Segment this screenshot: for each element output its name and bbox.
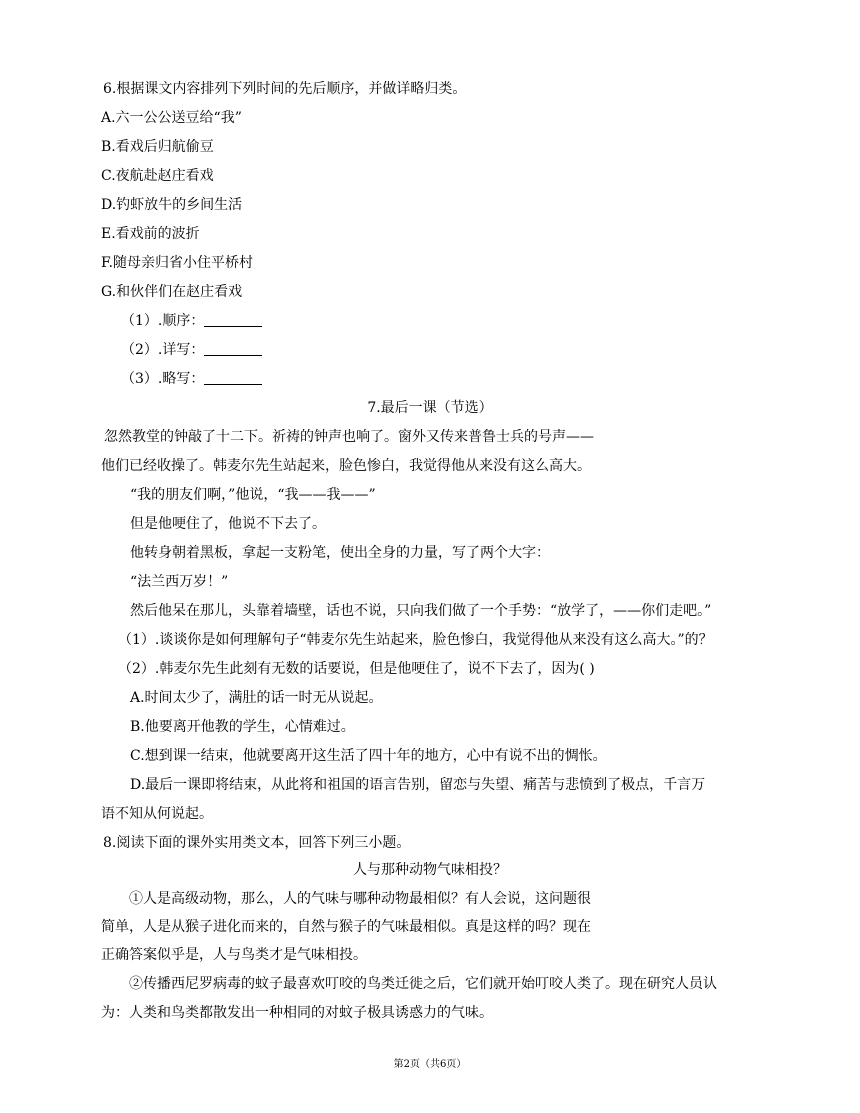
page-footer: 第2页（共6页） [393,1059,467,1070]
q7-title: 7.最后一课（节选） [367,400,493,416]
q6-option-b: B.看戏后归航偷豆 [101,139,214,155]
q8-title: 8.阅读下面的课外实用类文本，回答下列三小题。 [103,835,411,851]
q6-option-g: G.和伙伴们在赵庄看戏 [101,284,243,300]
q7-choice-c: C.想到课一结束，他就要离开这生活了四十年的地方，心中有说不出的惆怅。 [130,748,607,764]
q6-sub-order [121,312,262,330]
q7-passage-line: 他转身朝着黑板，拿起一支粉笔，使出全身的力量，写了两个大字： [130,545,550,561]
q7-passage-line: “法兰西万岁！” [130,574,229,590]
q7-choice-d-cont: 语不知从何说起。 [101,806,213,822]
q6-option-a: A.六一公公送豆给“我” [101,110,242,126]
q7-question-1: （1）.谈谈你是如何理解句子“韩麦尔先生站起来，脸色惨白，我觉得他从来没有这么高大。”的？ [118,632,713,648]
q8-passage-line: 简单，人是从猴子进化而来的，自然与猴子的气味最相似。真是这样的吗？现在 [101,919,591,935]
q7-passage-line: 他们已经收操了。韩麦尔先生站起来，脸色惨白，我觉得他从来没有这么高大。 [101,458,591,474]
q8-passage-line: 为：人类和鸟类都散发出一种相同的对蚊子极具诱惑力的气味。 [101,1005,493,1021]
q8-passage-line: ②传播西尼罗病毒的蚊子最喜欢叮咬的鸟类迁徙之后，它们就开始叮咬人类了。现在研究人员认 [129,976,717,992]
q6-option-e: E.看戏前的波折 [101,226,200,242]
q6-sub-detail-label: （2）.详写： [121,342,205,358]
q8-passage-line: ①人是高级动物，那么，人的气味与哪种动物最相似？有人会说，这问题很 [129,891,591,907]
q7-question-2: （2）.韩麦尔先生此刻有无数的话要说，但是他哽住了，说不下去了，因为( ) [118,661,595,677]
q8-passage-line: 正确答案似乎是，人与鸟类才是气味相投。 [101,947,367,963]
q6-sub-detail [121,341,262,359]
q8-article-title: 人与那种动物气味相投？ [353,862,507,878]
q6-option-c: C.夜航赴赵庄看戏 [101,168,214,184]
q7-choice-a: A.时间太少了，满肚的话一时无从说起。 [130,690,383,706]
q6-sub-brief-label: （3）.略写： [121,371,205,387]
q7-passage-line: 但是他哽住了，他说不下去了。 [130,516,326,532]
q7-passage-line: 然后他呆在那儿，头靠着墙壁，话也不说，只向我们做了一个手势：“放学了，——你们走吧。” [130,603,712,619]
q6-title: 6.根据课文内容排列下列时间的先后顺序，并做详略归类。 [103,81,467,97]
answer-blank[interactable] [204,370,262,385]
q6-option-f: F.随母亲归省小住平桥村 [101,255,253,271]
q7-passage-line: “我的朋友们啊，”他说，“我——我——” [130,487,376,503]
answer-blank[interactable] [204,341,262,356]
q6-sub-order-label: （1）.顺序： [121,313,205,329]
q7-choice-b: B.他要离开他教的学生，心情难过。 [130,719,355,735]
answer-blank[interactable] [204,312,262,327]
q6-sub-brief [121,370,262,388]
q7-passage-line: 忽然教堂的钟敲了十二下。祈祷的钟声也响了。窗外又传来普鲁士兵的号声—— [104,429,594,445]
q7-choice-d: D.最后一课即将结束，从此将和祖国的语言告别，留恋与失望、痛苦与悲愤到了极点，千言万 [130,777,706,793]
q6-option-d: D.钓虾放牛的乡间生活 [101,197,243,213]
